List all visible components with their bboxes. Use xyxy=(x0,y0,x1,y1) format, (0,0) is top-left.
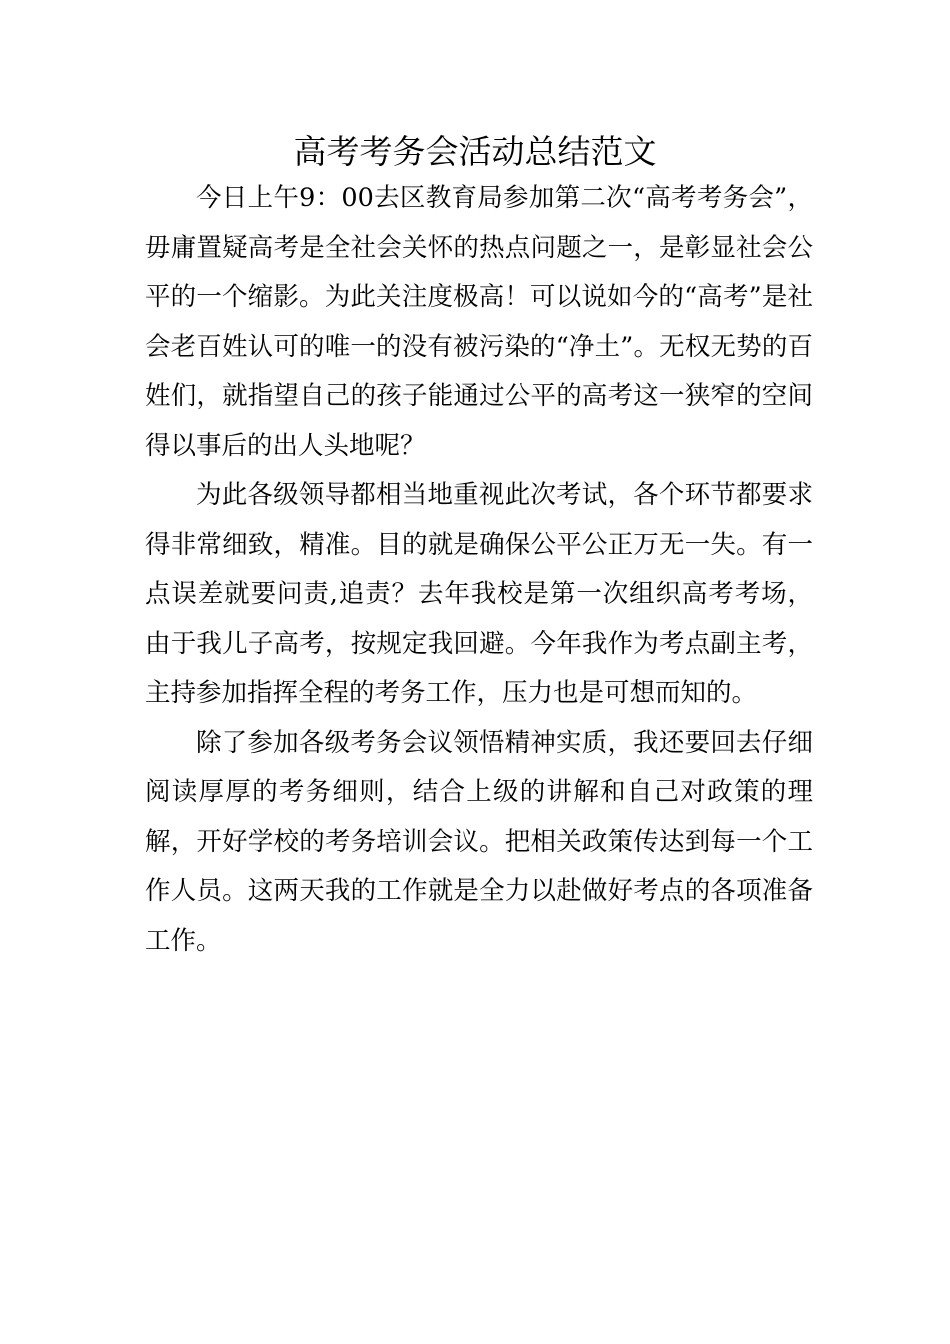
document-title: 高考考务会活动总结范文 xyxy=(293,132,657,171)
paragraph-3: 除了参加各级考务会议领悟精神实质，我还要回去仔细阅读厚厚的考务细则，结合上级的讲解和自己对政策的理解，开好学校的考务培训会议。把相关政策传达到每一个工作人员。这两天我的工作就是全力以赴做好考点的各项准备工作。 xyxy=(145,727,813,956)
document-body xyxy=(145,174,813,966)
paragraph-2: 为此各级领导都相当地重视此次考试，各个环节都要求得非常细致，精准。目的就是确保公平公正万无一失。有一点误差就要问责,追责？去年我校是第一次组织高考考场，由于我儿子高考，按规定我回避。今年我作为考点副主考，主持参加指挥全程的考务工作，压力也是可想而知的。 xyxy=(145,480,813,708)
paragraph-1: 今日上午9：00去区教育局参加第二次“高考考务会”，毋庸置疑高考是全社会关怀的热点问题之一，是彰显社会公平的一个缩影。为此关注度极高！可以说如今的“高考”是社会老百姓认可的唯一的没有被污染的“净土”。无权无势的百姓们，就指望自己的孩子能通过公平的高考这一狭窄的空间得以事后的出人头地呢？ xyxy=(145,183,813,461)
